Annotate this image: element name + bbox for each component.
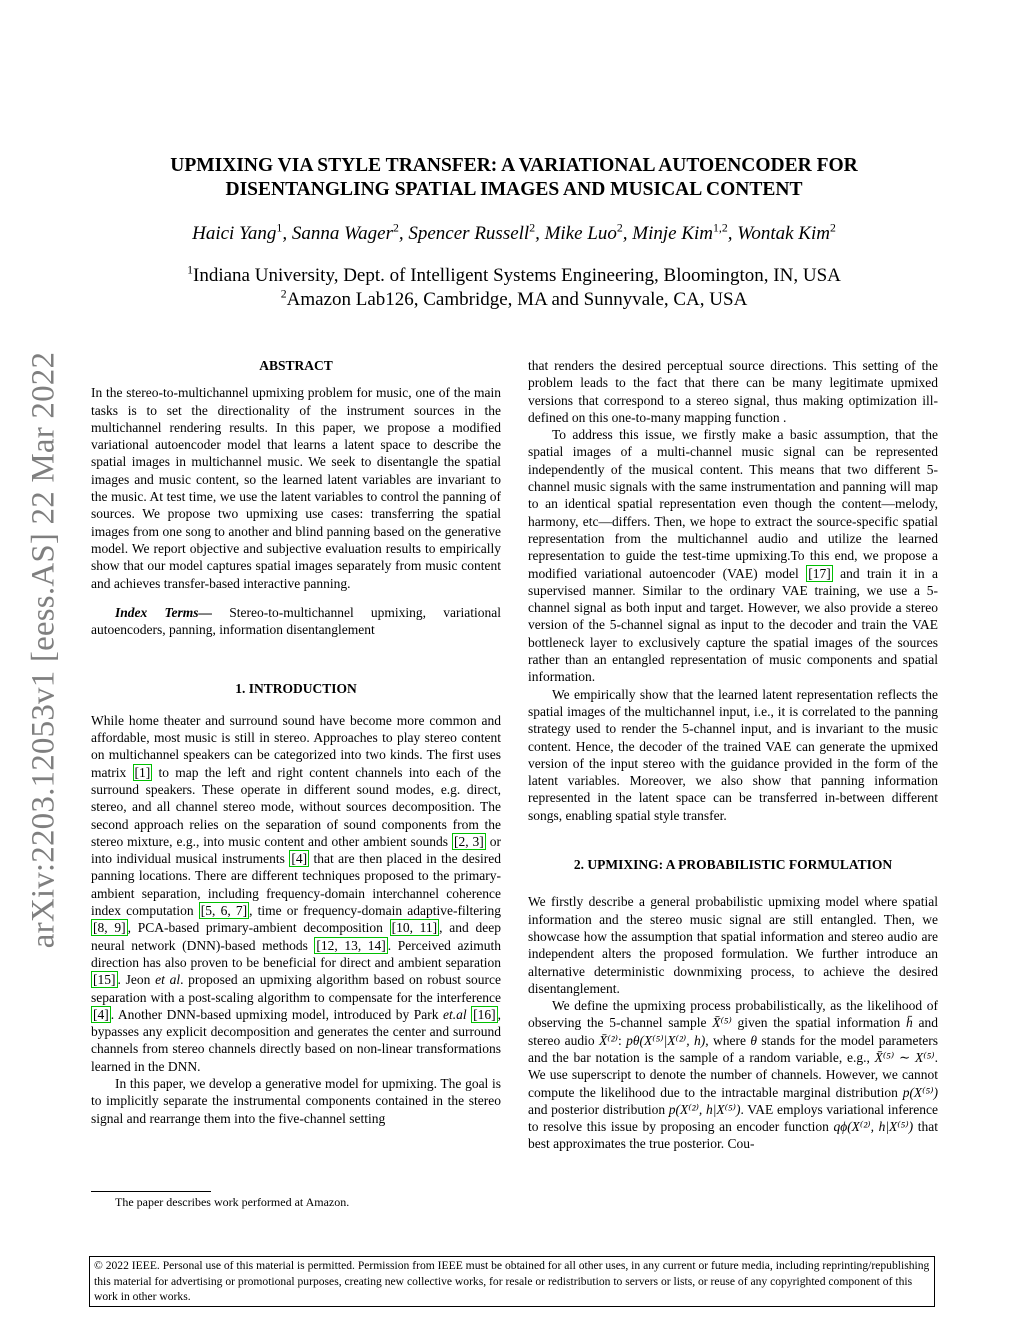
author: Wontak Kim$^2$ [737,221,836,244]
section-2-paragraph-1: We firstly describe a general probabilistic upmixing model where spatial information and the stereo music signal are still entangled. Then, we showcase how the assumption that spatial information and stereo audio are independent alters the proposed formulation. We further introduce an alternative deterministic downmixing process, to achieve the desired disentanglement. [528,894,938,996]
citation-link[interactable]: [2, 3] [454,833,484,849]
citation-link[interactable]: [8, 9] [93,920,126,936]
citation-link[interactable]: [4] [291,851,308,867]
author: Minje Kim$^{1,2}$, [632,221,738,244]
math-expression: X̄⁽²⁾ [599,1032,618,1048]
math-expression: h̄ [906,1015,913,1031]
math-expression: θ [750,1032,758,1048]
title-line-1: UPMIXING VIA STYLE TRANSFER: A VARIATIONAL AUTOENCODER FOR [170,155,858,176]
arxiv-id-text: arXiv:2203.12053v1 [eess.AS] 22 Mar 2022 [25,351,62,949]
math-expression: X̄⁽⁵⁾ ∼ X⁽⁵⁾ [874,1049,935,1065]
citation-link[interactable]: [17] [808,565,831,581]
title-line-2: DISENTANGLING SPATIAL IMAGES AND MUSICAL CONTENT [225,179,803,200]
math-expression: X̄⁽⁵⁾ [712,1015,732,1031]
abstract-text: In the stereo-to-multichannel upmixing problem for music, one of the main tasks is to set the directionality of the instrument sources in the multichannel rendering results. In this paper, we propose a modified variational autoencoder model that learns a latent space to describe the spatial images in multichannel music. We seek to disentangle the spatial images and music content, so the learned latent variables are invariant to the music. At test time, we use the latent variables to control the panning of sources. We propose two upmixing use cases: transferring the spatial images from one song to another and blind panning based on the generative model. We report objective and subjective evaluation results to empirically show that our model captures spatial images separately from music content and achieves transfer-based interactive panning. [91,385,501,591]
math-expression: pθ(X⁽⁵⁾|X⁽²⁾, h) [626,1032,706,1048]
math-expression: qϕ(X⁽²⁾, h|X⁽⁵⁾) [833,1119,914,1135]
citation-link[interactable]: [4] [93,1006,109,1022]
copyright-notice: © 2022 IEEE. Personal use of this material is permitted. Permission from IEEE must be obtained for all other uses, in any current or future media, including reprinting/republishing this material for advertising or promotional purposes, creating new collective works, for resale or redistribution to servers or lists, or reuse of any copyrighted component of this work in other works. [89,1256,935,1307]
footnote-divider [91,1191,211,1192]
intro-paragraph-2: In this paper, we develop a generative model for upmixing. The goal is to implicitly separate the instrumental components contained in the stereo signal and rearrange them into the five-channel setting [91,1075,501,1126]
author: Mike Luo$^2$, [544,221,633,244]
abstract-heading: ABSTRACT [259,358,333,373]
author: Haici Yang$^1$, [192,221,292,244]
index-terms: Index Terms— Stereo-to-multichannel upmixing, variational autoencoders, panning, information disentanglement [91,604,502,638]
right-column [528,357,938,1153]
citation-link[interactable]: [15] [93,972,116,988]
right-paragraph-1: that renders the desired perceptual source directions. This setting of the problem leads to the fact that there can be many legitimate upmixed versions that correspond to a stereo signal, thus making optimization ill-defined on this one-to-many mapping function . [528,358,938,425]
arxiv-sidebar-stamp [18,340,70,960]
citation-link[interactable]: [10, 11] [391,920,438,936]
author-list [90,221,938,247]
index-terms-label: Index Terms— [115,604,212,620]
right-paragraph-2: To address this issue, we firstly make a basic assumption, that the spatial images of a multi-channel music signal can be represented independently of the musical content. This means that two different 5-channel music signals with the same instrumentation and panning will map to an identical spatial representation even though the content—melody, harmony, etc—differs. Then, we hope to extract the source-specific spatial representation from the multichannel audio and utilize the learned representation to guide the test-time upmixing.To this end, we propose a modified variational autoencoder (VAE) model [17] and train it in a supervised manner. Similar to the ordinary VAE training, we use a 5-channel signal as both input and target. However, we also provide a stereo version of the 5-channel signal as input to the decoder and train the VAE bottleneck layer to exclusively capture the spatial images of the sources rather than an entangled representation of music components and spatial information. [528,427,938,685]
author: Spencer Russell$^2$, [408,221,545,244]
math-expression: p(X⁽⁵⁾) [902,1084,938,1100]
math-expression: p(X⁽²⁾, h|X⁽⁵⁾) [668,1101,741,1117]
left-column [91,357,501,1127]
right-paragraph-3: We empirically show that the learned latent representation reflects the spatial images of the multichannel input, i.e., it is correlated to the panning strategy used to render the 5-channel input, and is invariant to the music content. Hence, the decoder of the trained VAE can generate the upmixed version of the input stereo with the guidance provided in the form of the latent variables. Moreover, we also show that panning information represented in the latent space can be transferred in-between different songs, enabling spatial style transfer. [528,686,938,823]
paper-title [90,154,938,202]
section-1-heading: 1. INTRODUCTION [235,681,357,697]
citation-link[interactable]: [16] [473,1006,496,1022]
affiliation-2: $^2$Amazon Lab126, Cambridge, MA and Sunnyvale, CA, USA [280,287,748,310]
intro-paragraph-1: While home theater and surround sound have become more common and affordable, most music is still in stereo. Approaches to play stereo content on multichannel speakers can be categorized into two kinds. The first uses matrix [1] to map the left and right content channels into each of the surround speakers. These operate in different sound modes, e.g. direct, stereo, and all channel stereo mode, without sources decomposition. The second approach relies on the separation of sound components from the stereo mixture, e.g., into music content and other ambient sounds [2, 3] or into individual musical instruments [4] that are then placed in the desired panning locations. There are different techniques proposed to the primary-ambient separation, including frequency-domain interchannel coherence index computation [5, 6, 7] , time or frequency-domain adaptive-filtering [8, 9] , PCA-based primary-ambient decomposition [10, 11] , and deep neural network (DNN)-based methods [12, 13, 14] . Perceived azimuth direction has also proven to be beneficial for direct and ambient separation [15] . Jeon et al. proposed an upmixing algorithm based on robust source separation with a post-scaling algorithm to compensate for the interference [4] . Another DNN-based upmixing model, introduced by Park et.al [16] , bypasses any explicit decomposition and generates the center and surround channels from stereo channels directly based on non-linear transformations learned in the DNN. [91,712,502,1074]
footnote: The paper describes work performed at Amazon. [115,1195,350,1209]
section-2-heading: 2. UPMIXING: A PROBABILISTIC FORMULATION [573,857,893,873]
affiliations [90,264,938,312]
author: Sanna Wager$^2$, [291,221,409,244]
section-2-paragraph-2: We define the upmixing process probabilistically, as the likelihood of observing the 5-channel sample X̄⁽⁵⁾ given the spatial information h̄ and stereo audio X̄⁽²⁾: pθ(X⁽⁵⁾|X⁽²⁾, h), where θ stands for the model parameters and the bar notation is the sample of a random variable, e.g., X̄⁽⁵⁾ ∼ X⁽⁵⁾. We use superscript to denote the number of channels. However, we cannot compute the likelihood due to the intractable marginal distribution p(X⁽⁵⁾) and posterior distribution p(X⁽²⁾, h|X⁽⁵⁾). VAE employs variational inference to resolve this issue by proposing an encoder function qϕ(X⁽²⁾, h|X⁽⁵⁾) that best approximates the true posterior. Cou- [528,998,938,1152]
citation-link[interactable]: [1] [134,764,151,780]
citation-link[interactable]: [5, 6, 7] [200,903,248,919]
affiliation-1: $^1$Indiana University, Dept. of Intelligent Systems Engineering, Bloomington, IN, USA [187,263,841,286]
citation-link[interactable]: [12, 13, 14] [316,937,386,953]
